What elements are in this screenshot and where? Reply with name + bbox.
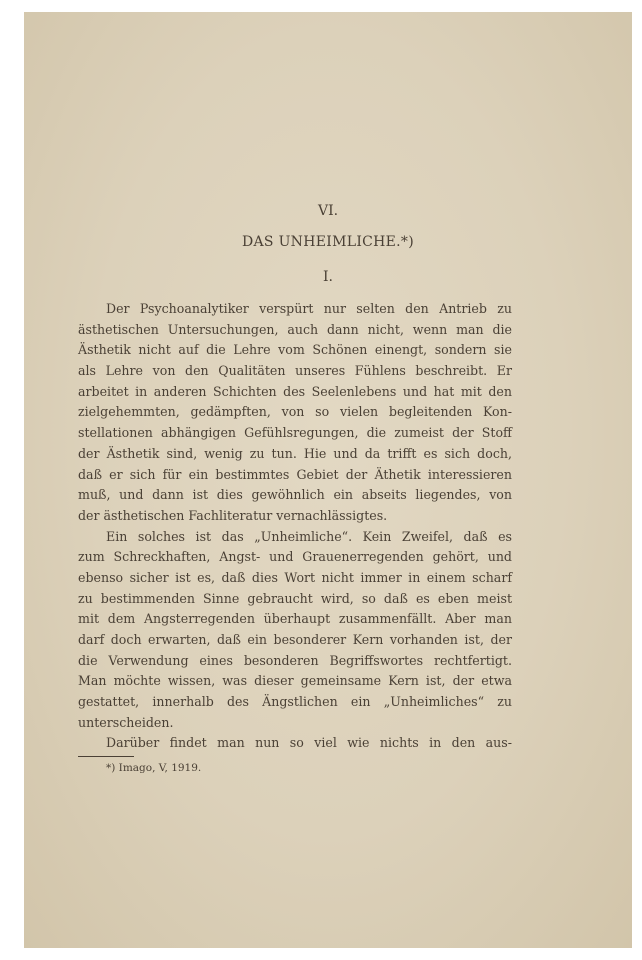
- footnote: *) Imago, V, 1919.: [106, 762, 202, 774]
- text-line: Ein solches ist das „Unheimliche“. Kein Zweifel, daß es: [106, 528, 512, 544]
- text-line: ästhetischen Untersuchungen, auch dann nicht, wenn man die: [78, 321, 512, 337]
- text-line: die Verwendung eines besonderen Begriffswortes rechtfertigt.: [78, 652, 512, 668]
- text-line: zu bestimmenden Sinne gebraucht wird, so daß es eben meist: [78, 590, 512, 606]
- text-line: stellationen abhängigen Gefühlsregungen, die zumeist der Stoff: [78, 425, 512, 441]
- text-line: der ästhetischen Fachliteratur vernachlässigtes.: [78, 507, 388, 523]
- text-line: unterscheiden.: [78, 714, 174, 730]
- body-text: [78, 299, 512, 754]
- text-line: arbeitet in anderen Schichten des Seelenlebens und hat mit den: [78, 383, 512, 399]
- text-line: daß er sich für ein bestimmtes Gebiet der Äthetik interessieren: [78, 466, 512, 482]
- footnote-rule: [78, 756, 134, 757]
- chapter-title: DAS UNHEIMLICHE.*): [242, 234, 414, 250]
- section-number: I.: [323, 269, 333, 285]
- text-line: Ästhetik nicht auf die Lehre vom Schönen einengt, sondern sie: [78, 342, 512, 358]
- text-line: der Ästhetik sind, wenig zu tun. Hie und da trifft es sich doch,: [78, 445, 512, 461]
- text-line: ebenso sicher ist es, daß dies Wort nicht immer in einem scharf: [78, 569, 512, 585]
- text-line: mit dem Angsterregenden überhaupt zusammenfällt. Aber man: [78, 611, 512, 627]
- text-line: muß, und dann ist dies gewöhnlich ein abseits liegendes, von: [78, 487, 512, 503]
- chapter-number: VI.: [317, 203, 339, 219]
- text-line: als Lehre von den Qualitäten unseres Fühlens beschreibt. Er: [78, 363, 512, 379]
- text-line: Der Psychoanalytiker verspürt nur selten den Antrieb zu: [106, 301, 512, 316]
- text-line: darf doch erwarten, daß ein besonderer Kern vorhanden ist, der: [78, 632, 512, 647]
- text-line: Darüber findet man nun so viel wie nichts in den aus-: [106, 735, 512, 751]
- text-line: zielgehemmten, gedämpften, von so vielen begleitenden Kon-: [78, 404, 512, 420]
- text-line: zum Schreckhaften, Angst- und Grauenerregenden gehört, und: [78, 549, 512, 565]
- scanned-page: [24, 12, 632, 948]
- text-line: Man möchte wissen, was dieser gemeinsame Kern ist, der etwa: [78, 673, 512, 689]
- text-line: gestattet, innerhalb des Ängstlichen ein „Unheimliches“ zu: [78, 694, 512, 710]
